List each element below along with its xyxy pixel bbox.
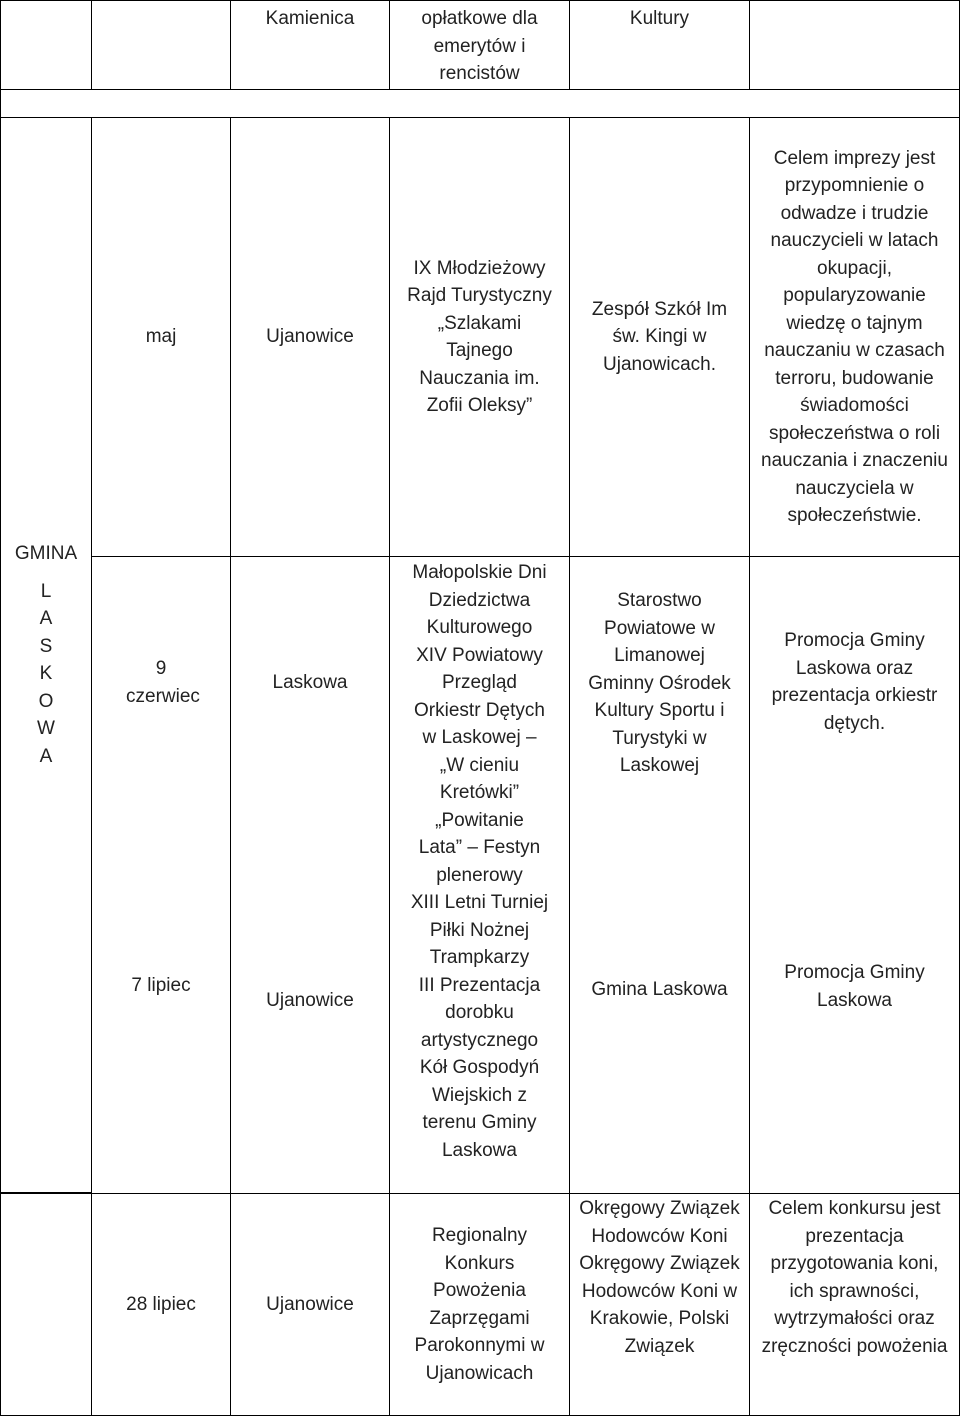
place-cell bbox=[230, 117, 390, 557]
date-text: 7 lipiec bbox=[131, 975, 191, 996]
event-line: artystycznego bbox=[420, 1029, 539, 1051]
organizer-text: Kultury bbox=[629, 8, 690, 29]
cell-place-kamienica bbox=[230, 0, 390, 90]
event-line: Piłki Nożnej bbox=[429, 919, 530, 941]
gmina-letter: S bbox=[39, 635, 53, 657]
goal-cell bbox=[749, 117, 960, 557]
event-line: Przegląd bbox=[441, 672, 517, 693]
event-line: III Prezentacja bbox=[418, 974, 541, 996]
event-line: Lata” – Festyn bbox=[418, 837, 541, 858]
event-line: Kretówki” bbox=[439, 782, 520, 803]
organizer-cell bbox=[569, 117, 750, 557]
event-line: „Powitanie bbox=[435, 809, 524, 831]
organizer-cell bbox=[569, 556, 750, 1194]
event-line: w Laskowej – bbox=[422, 727, 537, 748]
event-line: Kół Gospodyń bbox=[419, 1057, 540, 1078]
cell-event-top bbox=[389, 0, 570, 90]
goal-text: Promocja Gminy Laskowa bbox=[784, 962, 925, 1011]
goal-text: Celem imprezy jest przypomnienie o odwadze i trudzie nauczycieli w latach okupacji, popularyzowanie wiedzę o tajnym nauczaniu w czasach terroru, budowanie świadomości społeczeństwa o roli nauczania i znaczeniu nauczyciela w społeczeństwie. bbox=[761, 147, 948, 526]
gmina-word: GMINA bbox=[14, 543, 78, 564]
event-line: Trampkarzy bbox=[429, 947, 530, 968]
event-line: XIV Powiatowy bbox=[416, 644, 543, 666]
gmina-letter: L bbox=[40, 580, 52, 602]
event-line: Kulturowego bbox=[426, 617, 533, 638]
place-text: Laskowa bbox=[272, 672, 348, 693]
organizer-text: Gmina Laskowa bbox=[591, 978, 728, 1000]
gmina-cell bbox=[0, 117, 92, 1193]
date-cell bbox=[91, 117, 231, 557]
place-cell bbox=[230, 556, 390, 1194]
event-line: Dziedzictwa bbox=[428, 589, 531, 611]
organizer-text: Okręgowy Związek Hodowców Koni Okręgowy Związek Hodowców Koni w Krakowie, Polski Związek bbox=[579, 1198, 740, 1357]
separator-row bbox=[0, 89, 960, 118]
event-line: Wiejskich z bbox=[431, 1084, 527, 1106]
cell-place-top bbox=[91, 0, 231, 90]
cell-organizer-top bbox=[569, 0, 750, 90]
cell-goal-top bbox=[749, 0, 960, 90]
organizer-cell bbox=[569, 1193, 750, 1416]
gmina-letter: O bbox=[38, 690, 54, 712]
event-line: „W cieniu bbox=[439, 754, 520, 776]
gmina-letter: A bbox=[39, 608, 53, 629]
event-cell bbox=[389, 1193, 570, 1416]
gmina-letter: A bbox=[39, 745, 53, 767]
event-line: Małopolskie Dni bbox=[412, 562, 547, 583]
cell-col0-top bbox=[0, 0, 92, 90]
event-line: XIII Letni Turniej bbox=[410, 892, 549, 913]
goal-cell bbox=[749, 556, 960, 1194]
date-cell bbox=[91, 1193, 231, 1416]
date-text: 9 czerwiec bbox=[126, 658, 200, 707]
event-line: Orkiestr Dętych bbox=[414, 699, 545, 721]
organizer-text: Starostwo Powiatowe w Limanowej Gminny Ośrodek Kultury Sportu i Turystyki w Laskowej bbox=[588, 590, 731, 776]
event-text: Regionalny Konkurs Powożenia Zaprzęgami Parokonnymi w Ujanowicach bbox=[414, 1225, 545, 1384]
event-text: IX Młodzieżowy Rajd Turystyczny „Szlakami Tajnego Nauczania im. Zofii Oleksy” bbox=[407, 257, 552, 416]
place-text: Ujanowice bbox=[266, 1293, 354, 1315]
event-cell bbox=[389, 117, 570, 557]
goal-cell bbox=[749, 1193, 960, 1416]
event-line: plenerowy bbox=[436, 864, 523, 886]
event-cell bbox=[389, 556, 570, 1194]
date-cell bbox=[91, 556, 231, 1194]
date-text: 28 lipiec bbox=[126, 1293, 196, 1315]
gmina-letter: K bbox=[39, 663, 53, 684]
date-text: maj bbox=[145, 326, 177, 348]
event-text: opłatkowe dla emerytów i rencistów bbox=[421, 8, 538, 84]
place-text: Kamienica bbox=[265, 8, 355, 29]
goal-text: Promocja Gminy Laskowa oraz prezentacja orkiestr dętych. bbox=[771, 630, 938, 734]
event-line: terenu Gminy bbox=[422, 1112, 537, 1133]
col0-cell bbox=[0, 1193, 92, 1416]
event-line: Laskowa bbox=[441, 1139, 517, 1161]
organizer-text: Zespół Szkół Im św. Kingi w Ujanowicach. bbox=[591, 298, 728, 375]
gmina-letter: W bbox=[37, 718, 55, 739]
event-line: dorobku bbox=[445, 1002, 514, 1023]
place-text: Ujanowice bbox=[266, 989, 354, 1011]
place-text: Ujanowice bbox=[266, 326, 354, 348]
goal-text: Celem konkursu jest prezentacja przygotowania koni, ich sprawności, wytrzymałości oraz zręczności powożenia bbox=[761, 1198, 948, 1357]
place-cell bbox=[230, 1193, 390, 1416]
